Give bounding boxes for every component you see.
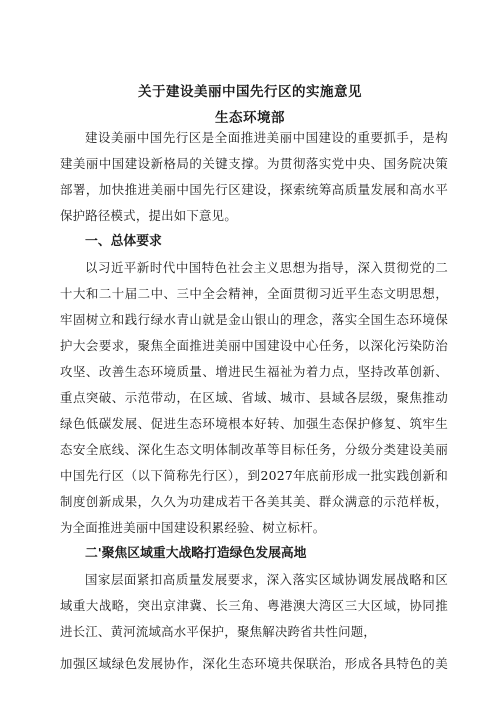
- paragraph-line: 加强区域绿色发展协作，深化生态环境共保联治，形成各具特色的美: [60, 656, 448, 671]
- intro-paragraph: [60, 125, 448, 229]
- paragraph-line: 牢固树立和践行绿水青山就是金山银山的理念，落实全国生态环境保: [60, 312, 448, 327]
- document-title: 关于建设美丽中国先行区的实施意见: [138, 84, 362, 100]
- paragraph-line: 建设美丽中国先行区是全面推进美丽中国建设的重要抓手，是构: [85, 130, 448, 145]
- paragraph-line: 以习近平新时代中国特色社会主义思想为指导，深入贯彻党的二: [85, 260, 448, 275]
- paragraph-line: 绿色低碳发展、促进生态环境根本好转、加强生态保护修复、筑牢生: [60, 416, 448, 431]
- issuing-organization: 生态环境部: [215, 110, 285, 126]
- paragraph-line: 态安全底线、深化生态文明体制改革等目标任务，分级分类建设美丽: [60, 442, 448, 457]
- document-body: [60, 125, 448, 677]
- paragraph-line: 域重大战略，突出京津冀、长三角、粤港澳大湾区三大区域，协同推: [60, 598, 448, 613]
- paragraph-line: 国家层面紧扣高质量发展要求，深入落实区域协调发展战略和区: [85, 572, 448, 587]
- paragraph-line: 保护路径模式，提出如下意见。: [60, 208, 237, 223]
- paragraph-line: 为全面推进美丽中国建设积累经验、树立标杆。: [60, 520, 326, 535]
- paragraph-line: 制度创新成果，久久为功建成若干各美其美、群众满意的示范样板，: [60, 494, 448, 509]
- paragraph-line: 进长江、黄河流域高水平保护，聚焦解决跨省共性问题，: [60, 624, 377, 639]
- paragraph-line: 重点突破、示范带动，在区域、省域、城市、县域各层级，聚焦推动: [60, 390, 448, 405]
- paragraph-line: 十大和二十届二中、三中全会精神，全面贯彻习近平生态文明思想，: [60, 286, 448, 301]
- regional-strategy-paragraph: [60, 567, 448, 645]
- paragraph-line: 中国先行区（以下简称先行区），到2027年底前形成一批实践创新和: [60, 468, 448, 483]
- paragraph-line: 护大会要求，聚焦全面推进美丽中国建设中心任务，以深化污染防治: [60, 338, 448, 353]
- section-heading-general-requirements: 一、总体要求: [85, 234, 162, 249]
- paragraph-line: 部署，加快推进美丽中国先行区建设，探索统筹高质量发展和高水平: [60, 182, 448, 197]
- paragraph-line: 攻坚、改善生态环境质量、增进民生福祉为着力点，坚持改革创新、: [60, 364, 448, 379]
- paragraph-line: 建美丽中国建设新格局的关键支撑。为贯彻落实党中央、国务院决策: [60, 156, 448, 171]
- general-requirements-paragraph: [60, 255, 448, 541]
- section-heading-regional-strategy: 二'聚焦区域重大战略打造绿色发展高地: [85, 546, 307, 561]
